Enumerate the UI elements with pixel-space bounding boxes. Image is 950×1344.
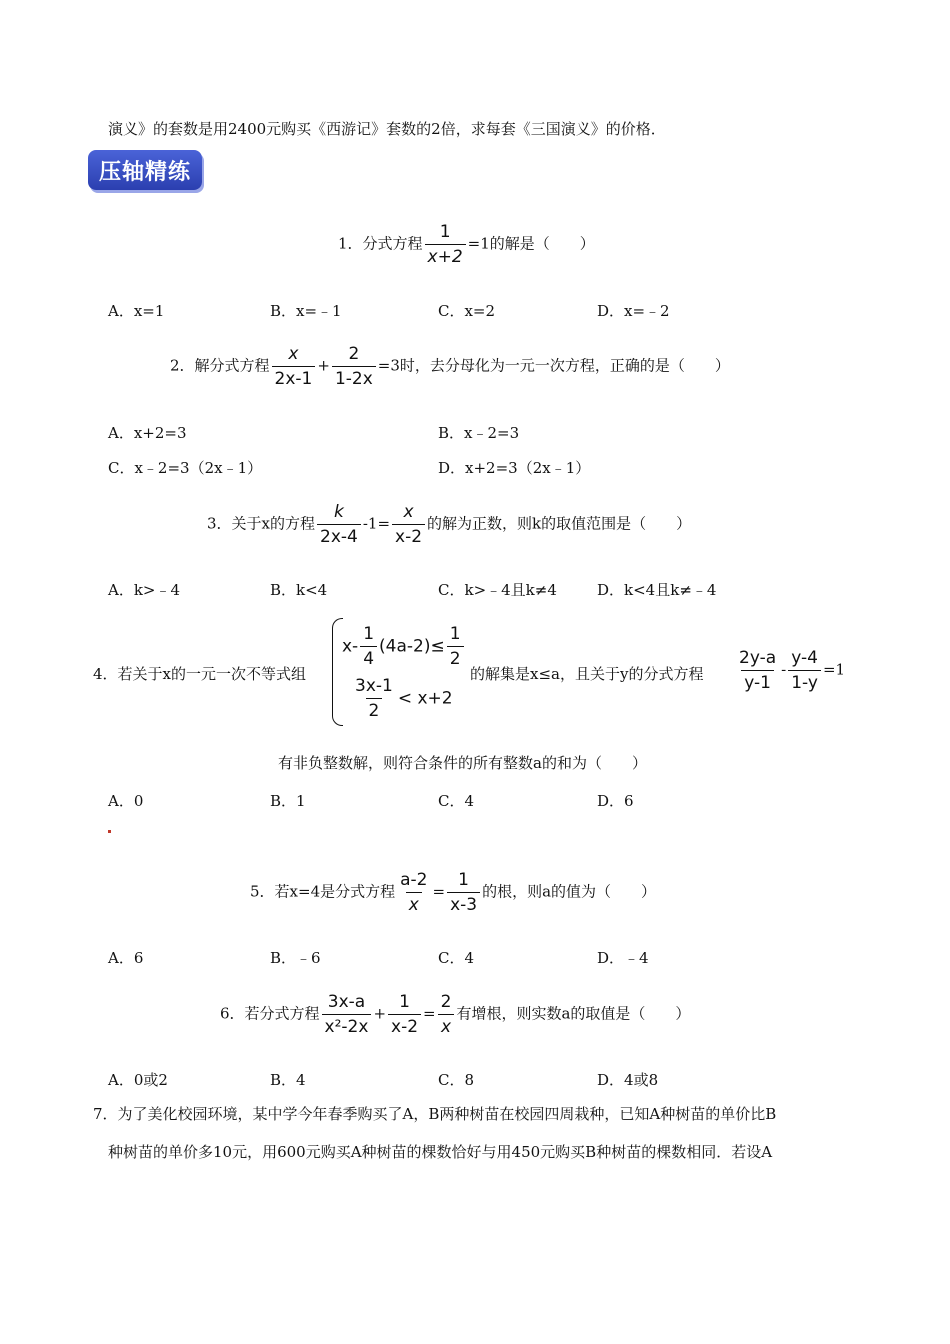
inequality-row-2: $\frac{3x-1}{2}$ < x+2 — [355, 676, 453, 721]
q4-equation: $\frac{2y-a}{y-1}$ - $\frac{y-4}{1-y}$ =1 — [739, 648, 846, 693]
q3-option-b: B．k<4 — [270, 581, 328, 599]
q1-option-b: B．x=﹣1 — [270, 302, 342, 320]
q4-option-a: A．0 — [108, 792, 144, 810]
q4-prefix: 4．若关于x的一元一次不等式组 — [93, 665, 307, 683]
question-5: 5．若x=4是分式方程 $\frac{a-2}{x}$ = $\frac{1}{x-3}$ 的根，则a的值为（ ） — [250, 870, 657, 915]
q5-option-a: A．6 — [108, 949, 144, 967]
q6-option-b: B．4 — [270, 1071, 306, 1089]
q5-option-d: D．﹣4 — [597, 949, 649, 967]
red-dot-mark — [108, 830, 111, 833]
q3-option-d: D．k<4且k≠﹣4 — [597, 581, 717, 599]
question-6: 6．若分式方程 $\frac{3x-a}{\text{x²-2x}}$ + $\frac{1}{x-2}$ = $\frac{2}{x}$ 有增根，则实数a的取值是（ ） — [220, 992, 691, 1037]
q4-option-d: D．6 — [597, 792, 634, 810]
q3-option-a: A．k>﹣4 — [108, 581, 181, 599]
q2-option-b: B．x﹣2=3 — [438, 424, 520, 442]
q3-option-c: C．k>﹣4且k≠4 — [438, 581, 557, 599]
question-2: 2．解分式方程 $\frac{x}{2x-1}$ + $\frac{2}{1-2x}$ =3时，去分母化为一元一次方程，正确的是（ ） — [170, 344, 730, 389]
q2-option-a: A．x+2=3 — [108, 424, 187, 442]
q3-fraction-2: $\frac{x}{x-2}$ — [392, 502, 425, 547]
q2-fraction-2: $\frac{2}{1-2x}$ — [332, 344, 376, 389]
q4-continuation: 有非负整数解，则符合条件的所有整数a的和为（ ） — [278, 754, 647, 772]
q1-option-d: D．x=﹣2 — [597, 302, 670, 320]
question-3: 3．关于x的方程 $\frac{k}{2x-4}$ -1= $\frac{x}{x-2}$ 的解为正数，则k的取值范围是（ ） — [207, 502, 692, 547]
question-7-line-2: 种树苗的单价多10元，用600元购买A种树苗的棵数恰好与用450元购买B种树苗的棵数相同．若设A — [108, 1143, 773, 1161]
q2-fraction-1: $\frac{x}{2x-1}$ — [272, 344, 316, 389]
q2-option-c: C．x﹣2=3（2x﹣1） — [108, 459, 263, 477]
q1-suffix: =1的解是（ ） — [467, 234, 595, 253]
q4-option-c: C．4 — [438, 792, 475, 810]
inequality-row-1: x- $\frac{1}{4}$ (4a-2)≤ $\frac{1}{2}$ — [342, 624, 466, 669]
q5-option-c: C．4 — [438, 949, 475, 967]
q3-fraction-1: $\frac{k}{2x-4}$ — [317, 502, 361, 547]
q5-option-b: B．﹣6 — [270, 949, 321, 967]
section-badge: 压轴精练 — [88, 150, 202, 190]
q2-option-d: D．x+2=3（2x﹣1） — [438, 459, 591, 477]
q1-option-a: A．x=1 — [108, 302, 165, 320]
q6-option-c: C．8 — [438, 1071, 475, 1089]
q4-middle-text: 的解集是x≤a，且关于y的分式方程 — [470, 665, 704, 683]
question-7-line-1: 7．为了美化校园环境，某中学今年春季购买了A，B两种树苗在校园四周栽种，已知A种树苗的单价比B — [93, 1105, 777, 1123]
q1-fraction: $\frac{1}{x+2}$ — [425, 222, 466, 267]
question-1 — [338, 222, 595, 267]
continued-problem-text: 演义》的套数是用2400元购买《西游记》套数的2倍，求每套《三国演义》的价格． — [108, 120, 666, 138]
q6-option-a: A．0或2 — [108, 1071, 168, 1089]
q6-option-d: D．4或8 — [597, 1071, 659, 1089]
q1-prefix: 1．分式方程 — [338, 234, 423, 253]
q1-option-c: C．x=2 — [438, 302, 496, 320]
q4-option-b: B．1 — [270, 792, 306, 810]
